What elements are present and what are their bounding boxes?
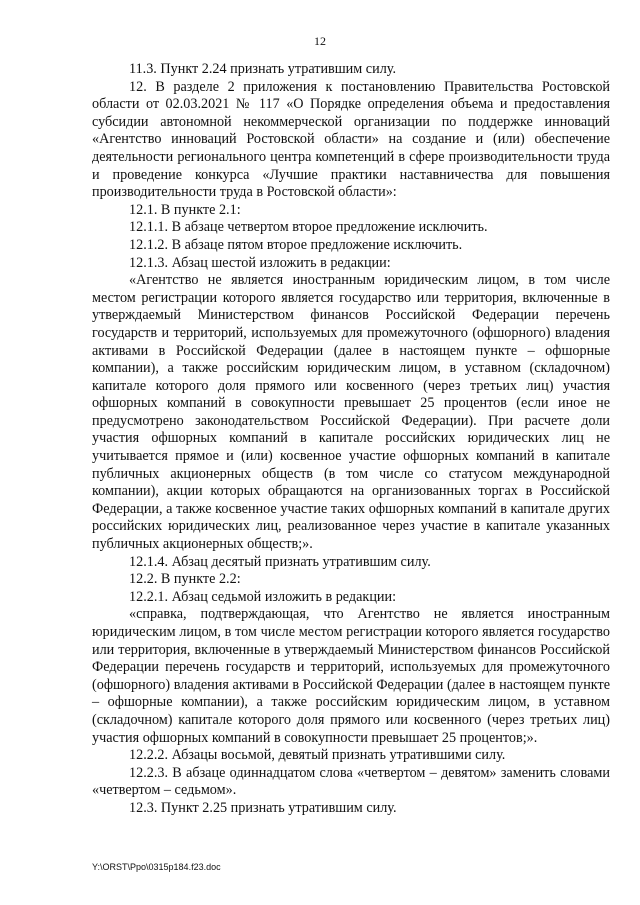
paragraph-12-2: 12.2. В пункте 2.2: [129, 571, 241, 588]
paragraph-12-1-1: 12.1.1. В абзаце четвертом второе предложение исключить. [129, 219, 488, 236]
paragraph-12-2-3: 12.2.3. В абзаце одиннадцатом слова «четвертом – девятом» заменить словами «четвертом – седьмом». [92, 764, 610, 799]
document-body [92, 61, 610, 818]
paragraph-12-2-1: 12.2.1. Абзац седьмой изложить в редакции: [129, 588, 397, 605]
paragraph-12-1: 12.1. В пункте 2.1: [129, 201, 241, 218]
paragraph-12-1-4: 12.1.4. Абзац десятый признать утратившим силу. [129, 553, 431, 570]
paragraph-12-2-2: 12.2.2. Абзацы восьмой, девятый признать утратившими силу. [129, 747, 506, 764]
page-number: 12 [314, 34, 326, 48]
paragraph-12-1-2: 12.1.2. В абзаце пятом второе предложение исключить. [129, 236, 463, 253]
paragraph-12: 12. В разделе 2 приложения к постановлению Правительства Ростовской области от 02.03.2021 № 117 «О Порядке определения объема и предоставления субсидии автономной некоммерческой организации по поддержке инноваций «Агентство инноваций Ростовской области» на создание и (или) обеспечение деятельности регионального центра компетенций в сфере производительности труда и проведение конкурса «Лучшие практики наставничества для повышения производительности труда в Ростовской области»: [92, 78, 610, 201]
quoted-paragraph-agency: «Агентство не является иностранным юридическим лицом, в том числе местом регистрации которого является государство или территория, включенные в утверждаемый Министерством финансов Российской Федерации перечень государств и территорий, используемых для промежуточного (офшорного) владения активами в Российской Федерации (далее в настоящем пункте – офшорные компании), а также российским юридическим лицом, в уставном (складочном) капитале которого доля прямого или косвенного (через третьих лиц) участия офшорных компаний в совокупности превышает 25 процентов (если иное не предусмотрено законодательством Российской Федерации). При расчете доли участия офшорных компаний в капитале российских юридических лиц не учитывается прямое и (или) косвенное участие офшорных компаний в капитале публичных акционерных обществ (в том числе со статусом международной компании), акции которых обращаются на организованных торгах в Российской Федерации, а также косвенное участие таких офшорных компаний в капитале других российских юридических лиц, реализованное через участие в капитале указанных публичных акционерных обществ;». [92, 272, 610, 553]
paragraph-12-1-3: 12.1.3. Абзац шестой изложить в редакции: [129, 254, 391, 271]
paragraph-12-3: 12.3. Пункт 2.25 признать утратившим силу. [129, 799, 397, 816]
file-path-footer: Y:\ORST\Ppo\0315p184.f23.doc [92, 862, 221, 872]
quoted-paragraph-certificate: «справка, подтверждающая, что Агентство не является иностранным юридическим лицом, в том числе местом регистрации которого является государство или территория, включенные в утверждаемый Министерством финансов Российской Федерации перечень государств и территорий, используемых для промежуточного (офшорного) владения активами в Российской Федерации (далее в настоящем пункте – офшорные компании), а также российским юридическим лицом, в уставном (складочном) капитале которого доля прямого или косвенного (через третьих лиц) участия офшорных компаний в совокупности превышает 25 процентов;». [92, 606, 610, 746]
paragraph-11-3: 11.3. Пункт 2.24 признать утратившим силу. [129, 61, 396, 77]
